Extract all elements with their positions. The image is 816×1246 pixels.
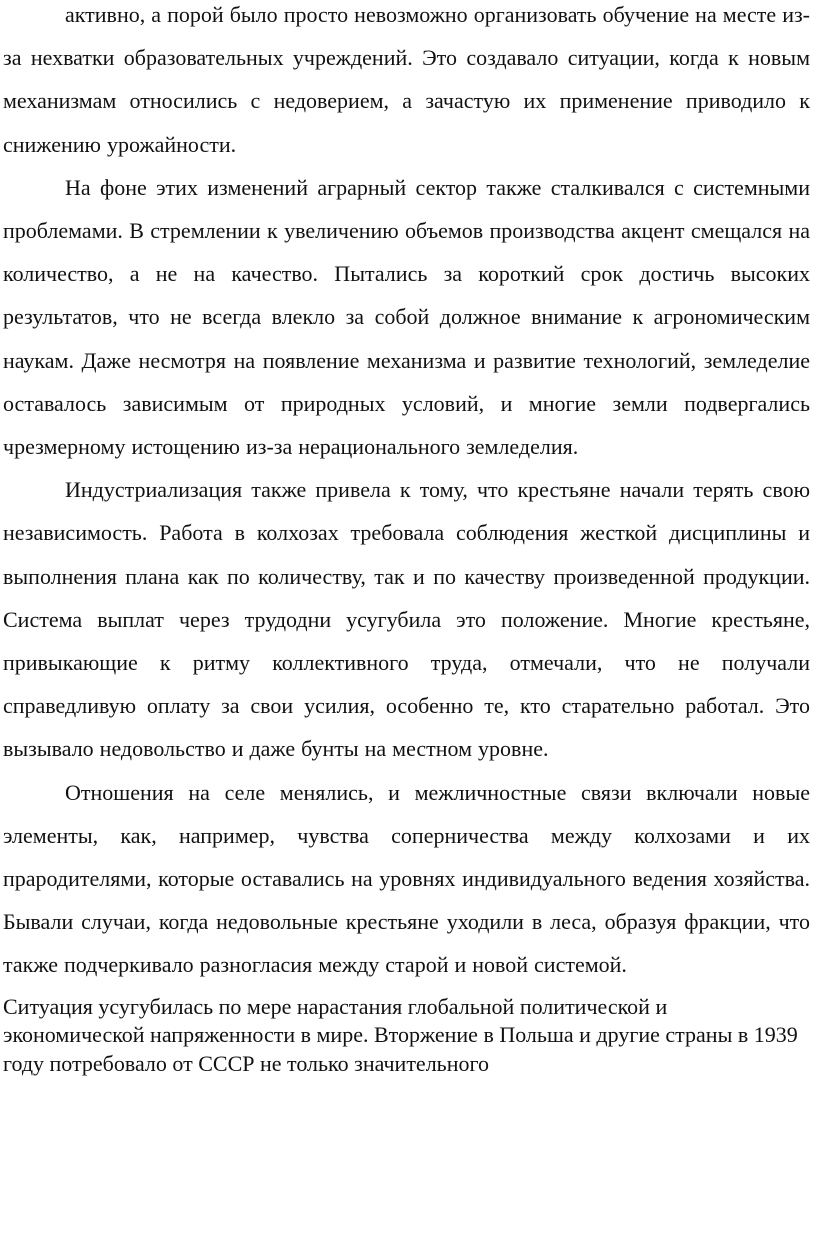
paragraph-2: На фоне этих изменений аграрный сектор также сталкивался с системными проблемами. В стремлении к увеличению объемов производства акцент смещался на количество, а не на качество. Пытались за короткий срок достичь высоких результатов, что не всегда влекло за собой должное внимание к агрономическим наукам. Даже несмотря на появление механизма и развитие технологий, земледелие оставалось зависимым от природных условий, и многие земли подвергались чрезмерному истощению из-за нерационального земледелия.	[3, 174, 810, 460]
paragraph-4: Отношения на селе менялись, и межличностные связи включали новые элементы, как, например, чувства соперничества между колхозами и их прародителями, которые оставались на уровнях индивидуального ведения хозяйства. Бывали случаи, когда недовольные крестьяне уходили в леса, образуя фракции, что также подчеркивало разногласия между старой и новой системой.	[3, 779, 810, 978]
paragraph-3: Индустриализация также привела к тому, что крестьяне начали терять свою независимость. Работа в колхозах требовала соблюдения жесткой дисциплины и выполнения плана как по количеству, так и по качеству произведенной продукции. Система выплат через трудодни усугубила это положение. Многие крестьяне, привыкающие к ритму коллективного труда, отмечали, что не получали справедливую оплату за свои усилия, особенно те, кто старательно работал. Это вызывало недовольство и даже бунты на местном уровне.	[3, 477, 810, 762]
paragraph-5: Ситуация усугубилась по мере нарастания глобальной политической и экономической напряженности в мире. Вторжение в Польша и другие страны в 1939 году потребовало от СССР не только значительного	[3, 993, 798, 1076]
paragraph-1: активно, а порой было просто невозможно организовать обучение на месте из-за нехватки образовательных учреждений. Это создавало ситуации, когда к новым механизмам относились с недоверием, а зачастую их применение приводило к снижению урожайности.	[3, 2, 810, 157]
